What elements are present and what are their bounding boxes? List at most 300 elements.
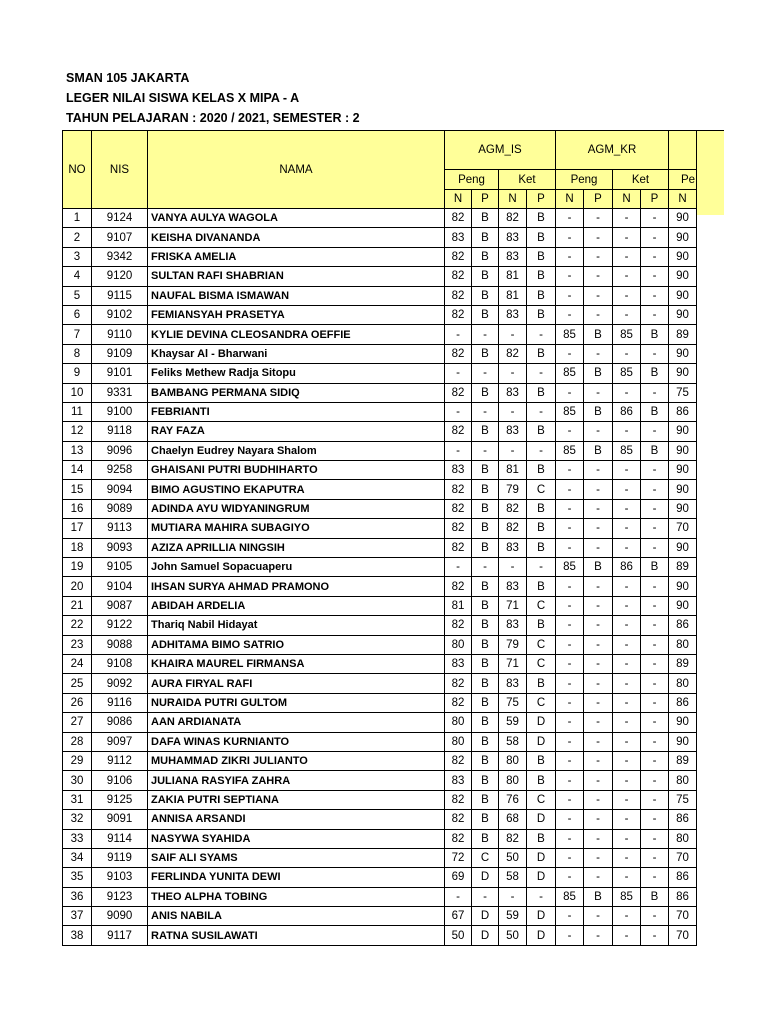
grade-cell: D (527, 732, 556, 751)
grade-cell: - (472, 364, 499, 383)
grade-cell: - (613, 267, 641, 286)
student-nis: 9094 (92, 480, 148, 499)
grade-cell: - (445, 402, 472, 421)
grade-cell: - (613, 228, 641, 247)
grade-cell: 81 (499, 267, 527, 286)
table-row (63, 829, 697, 848)
grade-cell: - (556, 693, 584, 712)
grade-cell: 85 (613, 441, 641, 460)
grade-cell: B (472, 383, 499, 402)
grade-cell: 90 (669, 499, 697, 518)
row-number: 5 (63, 286, 92, 305)
grade-cell: - (584, 247, 613, 266)
grade-cell: 67 (445, 907, 472, 926)
student-nis: 9109 (92, 344, 148, 363)
row-number: 12 (63, 422, 92, 441)
grade-cell: B (472, 790, 499, 809)
student-nis: 9120 (92, 267, 148, 286)
next-peng-header: Pe (669, 170, 697, 190)
n-header: N (613, 190, 641, 209)
grade-cell: - (527, 325, 556, 344)
row-number: 23 (63, 635, 92, 654)
grade-cell: 68 (499, 810, 527, 829)
grade-cell: B (527, 674, 556, 693)
grade-cell: - (641, 422, 669, 441)
grade-cell: - (641, 732, 669, 751)
grade-cell: - (584, 848, 613, 867)
grade-cell: B (527, 616, 556, 635)
student-nis: 9107 (92, 228, 148, 247)
grade-cell: 71 (499, 596, 527, 615)
student-nis: 9086 (92, 713, 148, 732)
grade-cell: - (556, 810, 584, 829)
grade-cell: B (641, 325, 669, 344)
grade-cell: B (472, 499, 499, 518)
grade-cell: - (613, 635, 641, 654)
grade-cell: - (584, 422, 613, 441)
grade-cell: 90 (669, 596, 697, 615)
grade-cell: 58 (499, 868, 527, 887)
student-nis: 9117 (92, 926, 148, 945)
student-nis: 9112 (92, 751, 148, 770)
grade-cell: 80 (669, 635, 697, 654)
grade-cell: B (527, 538, 556, 557)
grade-cell: - (556, 654, 584, 673)
grade-cell: - (445, 558, 472, 577)
grade-cell: - (613, 751, 641, 770)
grade-cell: - (556, 674, 584, 693)
grade-cell: 83 (445, 654, 472, 673)
student-name: JULIANA RASYIFA ZAHRA (148, 771, 445, 790)
grade-cell: - (641, 286, 669, 305)
academic-year: TAHUN PELAJARAN : 2020 / 2021, SEMESTER : 2 (66, 111, 360, 125)
student-nis: 9124 (92, 209, 148, 228)
agm-kr-ket-header: Ket (613, 170, 669, 190)
grade-cell: 83 (499, 228, 527, 247)
grade-cell: - (584, 790, 613, 809)
table-row (63, 616, 697, 635)
grade-cell: - (584, 771, 613, 790)
student-nis: 9110 (92, 325, 148, 344)
grade-cell: 82 (445, 790, 472, 809)
col-nama-header: NAMA (148, 131, 445, 209)
table-row (63, 674, 697, 693)
grade-cell: 82 (445, 616, 472, 635)
row-number: 26 (63, 693, 92, 712)
grade-cell: 80 (499, 771, 527, 790)
row-number: 6 (63, 305, 92, 324)
row-number: 35 (63, 868, 92, 887)
grade-cell: - (641, 771, 669, 790)
grade-cell: 82 (445, 422, 472, 441)
table-row (63, 635, 697, 654)
row-number: 21 (63, 596, 92, 615)
grade-cell: 82 (445, 247, 472, 266)
student-name: AURA FIRYAL RAFI (148, 674, 445, 693)
grade-cell: C (527, 635, 556, 654)
student-name: BAMBANG PERMANA SIDIQ (148, 383, 445, 402)
student-name: ADHITAMA BIMO SATRIO (148, 635, 445, 654)
grade-cell: - (584, 344, 613, 363)
grade-cell: - (556, 635, 584, 654)
table-row (63, 693, 697, 712)
student-nis: 9103 (92, 868, 148, 887)
student-name: SAIF ALI SYAMS (148, 848, 445, 867)
grade-cell: - (499, 325, 527, 344)
grade-cell: - (499, 364, 527, 383)
grade-cell: 82 (445, 751, 472, 770)
grade-cell: - (472, 402, 499, 421)
student-nis: 9118 (92, 422, 148, 441)
row-number: 14 (63, 461, 92, 480)
grade-cell: 86 (669, 887, 697, 906)
grade-cell: 71 (499, 654, 527, 673)
table-row (63, 325, 697, 344)
grade-cell: - (584, 538, 613, 557)
grade-cell: - (556, 868, 584, 887)
grade-cell: C (527, 596, 556, 615)
grade-cell: D (472, 868, 499, 887)
table-row (63, 771, 697, 790)
grade-cell: B (584, 364, 613, 383)
grade-cell: B (641, 441, 669, 460)
grades-table (62, 130, 697, 946)
grade-cell: - (556, 499, 584, 518)
table-row (63, 926, 697, 945)
n-header: N (499, 190, 527, 209)
row-number: 18 (63, 538, 92, 557)
grade-cell: B (527, 247, 556, 266)
student-name: Feliks Methew Radja Sitopu (148, 364, 445, 383)
student-nis: 9096 (92, 441, 148, 460)
student-nis: 9097 (92, 732, 148, 751)
grade-cell: B (472, 829, 499, 848)
grade-cell: B (641, 887, 669, 906)
grade-cell: - (584, 674, 613, 693)
grade-cell: 80 (445, 713, 472, 732)
grade-cell: 90 (669, 441, 697, 460)
grade-cell: C (527, 480, 556, 499)
grade-cell: - (584, 305, 613, 324)
grade-cell: 86 (613, 402, 641, 421)
table-row (63, 538, 697, 557)
student-name: NURAIDA PUTRI GULTOM (148, 693, 445, 712)
grade-cell: B (584, 887, 613, 906)
grade-cell: - (613, 247, 641, 266)
grade-cell: 70 (669, 519, 697, 538)
grade-cell: 82 (445, 480, 472, 499)
grade-cell: B (641, 402, 669, 421)
grade-cell: 69 (445, 868, 472, 887)
grade-cell: B (472, 635, 499, 654)
grade-cell: 90 (669, 305, 697, 324)
grade-cell: - (613, 499, 641, 518)
grade-cell: - (527, 364, 556, 383)
p-header: P (527, 190, 556, 209)
student-name: GHAISANI PUTRI BUDHIHARTO (148, 461, 445, 480)
grade-cell: - (584, 926, 613, 945)
grade-cell: 80 (669, 829, 697, 848)
grade-cell: 90 (669, 538, 697, 557)
grade-cell: - (584, 635, 613, 654)
row-number: 13 (63, 441, 92, 460)
grade-cell: - (613, 538, 641, 557)
grade-cell: B (527, 209, 556, 228)
grade-cell: 90 (669, 286, 697, 305)
header-extension (696, 130, 724, 215)
grade-cell: - (641, 926, 669, 945)
row-number: 24 (63, 654, 92, 673)
grade-cell: - (613, 654, 641, 673)
grade-cell: B (584, 441, 613, 460)
grade-cell: - (584, 267, 613, 286)
table-row (63, 422, 697, 441)
grade-cell: - (641, 868, 669, 887)
grade-cell: 90 (669, 577, 697, 596)
grade-cell: - (445, 887, 472, 906)
row-number: 31 (63, 790, 92, 809)
student-nis: 9114 (92, 829, 148, 848)
table-row (63, 383, 697, 402)
row-number: 15 (63, 480, 92, 499)
grade-cell: C (472, 848, 499, 867)
grade-cell: 90 (669, 247, 697, 266)
grade-cell: 82 (445, 499, 472, 518)
grade-cell: - (613, 790, 641, 809)
table-row (63, 558, 697, 577)
grade-cell: D (472, 926, 499, 945)
grade-cell: B (527, 519, 556, 538)
grade-cell: 90 (669, 267, 697, 286)
grade-cell: - (641, 209, 669, 228)
grade-cell: 89 (669, 325, 697, 344)
row-number: 29 (63, 751, 92, 770)
n-header: N (445, 190, 472, 209)
grade-cell: - (556, 480, 584, 499)
grade-cell: 81 (499, 286, 527, 305)
grade-cell: - (641, 829, 669, 848)
grade-cell: - (584, 596, 613, 615)
grade-cell: B (472, 674, 499, 693)
grade-cell: - (584, 228, 613, 247)
agm-is-header: AGM_IS (445, 131, 556, 170)
grade-cell: 80 (669, 674, 697, 693)
grade-cell: B (472, 519, 499, 538)
table-row (63, 907, 697, 926)
grade-cell: - (641, 247, 669, 266)
grade-cell: - (641, 616, 669, 635)
grade-cell: - (556, 829, 584, 848)
school-name: SMAN 105 JAKARTA (66, 71, 190, 85)
grade-cell: - (556, 538, 584, 557)
grade-cell: - (584, 907, 613, 926)
table-row (63, 732, 697, 751)
student-name: John Samuel Sopacuaperu (148, 558, 445, 577)
col-nis-header: NIS (92, 131, 148, 209)
grade-cell: B (527, 751, 556, 770)
student-name: FRISKA AMELIA (148, 247, 445, 266)
student-nis: 9105 (92, 558, 148, 577)
grade-cell: - (556, 907, 584, 926)
grades-table-body (63, 209, 697, 946)
table-row (63, 713, 697, 732)
table-row (63, 286, 697, 305)
grade-cell: D (472, 907, 499, 926)
grade-cell: 81 (499, 461, 527, 480)
grade-cell: - (641, 461, 669, 480)
grade-cell: 50 (499, 926, 527, 945)
table-row (63, 790, 697, 809)
grade-cell: 82 (445, 674, 472, 693)
grade-cell: - (556, 790, 584, 809)
student-name: KYLIE DEVINA CLEOSANDRA OEFFIE (148, 325, 445, 344)
student-nis: 9125 (92, 790, 148, 809)
grade-cell: - (641, 267, 669, 286)
row-number: 8 (63, 344, 92, 363)
grade-cell: B (472, 538, 499, 557)
student-nis: 9258 (92, 461, 148, 480)
grade-cell: - (445, 364, 472, 383)
grade-cell: - (584, 616, 613, 635)
student-name: ZAKIA PUTRI SEPTIANA (148, 790, 445, 809)
row-number: 3 (63, 247, 92, 266)
grade-cell: 82 (499, 209, 527, 228)
student-nis: 9091 (92, 810, 148, 829)
grade-cell: C (527, 654, 556, 673)
table-row (63, 519, 697, 538)
grade-cell: B (472, 693, 499, 712)
grade-cell: 82 (445, 693, 472, 712)
grade-cell: - (584, 519, 613, 538)
grade-cell: - (613, 848, 641, 867)
grade-cell: 89 (669, 654, 697, 673)
grade-cell: 82 (499, 829, 527, 848)
grade-cell: - (613, 596, 641, 615)
grade-cell: D (527, 907, 556, 926)
grade-cell: B (641, 364, 669, 383)
grade-cell: B (527, 286, 556, 305)
grade-cell: B (527, 577, 556, 596)
grade-cell: - (556, 422, 584, 441)
grade-cell: B (472, 209, 499, 228)
grade-cell: - (641, 383, 669, 402)
table-row (63, 344, 697, 363)
grade-cell: 86 (669, 693, 697, 712)
next-subject-header (669, 131, 697, 170)
grade-cell: 75 (669, 383, 697, 402)
grade-cell: - (613, 907, 641, 926)
grade-cell: B (527, 499, 556, 518)
grade-cell: 82 (499, 499, 527, 518)
student-nis: 9331 (92, 383, 148, 402)
student-name: FERLINDA YUNITA DEWI (148, 868, 445, 887)
table-row (63, 751, 697, 770)
student-name: NASYWA SYAHIDA (148, 829, 445, 848)
grade-cell: - (556, 305, 584, 324)
grade-cell: 90 (669, 228, 697, 247)
grade-cell: 83 (445, 461, 472, 480)
grade-cell: - (584, 383, 613, 402)
grade-cell: - (556, 732, 584, 751)
grade-cell: 82 (445, 810, 472, 829)
grade-cell: 90 (669, 209, 697, 228)
row-number: 30 (63, 771, 92, 790)
student-nis: 9100 (92, 402, 148, 421)
grade-cell: - (556, 596, 584, 615)
grade-cell: 50 (499, 848, 527, 867)
grade-cell: - (584, 829, 613, 848)
agm-kr-header: AGM_KR (556, 131, 669, 170)
grade-cell: - (584, 693, 613, 712)
grade-cell: - (641, 538, 669, 557)
grade-cell: - (641, 654, 669, 673)
n-header: N (556, 190, 584, 209)
table-row (63, 402, 697, 421)
grade-cell: - (613, 286, 641, 305)
row-number: 25 (63, 674, 92, 693)
table-row (63, 480, 697, 499)
student-name: Chaelyn Eudrey Nayara Shalom (148, 441, 445, 460)
grade-cell: D (527, 848, 556, 867)
student-name: RAY FAZA (148, 422, 445, 441)
grade-cell: B (641, 558, 669, 577)
grade-cell: - (641, 305, 669, 324)
student-name: AAN ARDIANATA (148, 713, 445, 732)
grade-cell: 82 (445, 577, 472, 596)
grade-cell: - (584, 461, 613, 480)
grade-cell: - (584, 499, 613, 518)
grade-cell: - (445, 325, 472, 344)
agm-kr-peng-header: Peng (556, 170, 613, 190)
agm-is-ket-header: Ket (499, 170, 556, 190)
grade-cell: - (556, 848, 584, 867)
student-name: ABIDAH ARDELIA (148, 596, 445, 615)
grade-cell: - (584, 654, 613, 673)
grade-cell: - (641, 907, 669, 926)
grade-cell: - (556, 713, 584, 732)
grade-cell: 76 (499, 790, 527, 809)
grade-cell: B (472, 732, 499, 751)
student-nis: 9119 (92, 848, 148, 867)
grade-cell: B (472, 247, 499, 266)
table-row (63, 654, 697, 673)
grade-cell: 85 (556, 558, 584, 577)
grade-cell: - (584, 751, 613, 770)
student-nis: 9123 (92, 887, 148, 906)
grade-cell: 58 (499, 732, 527, 751)
grade-cell: - (613, 480, 641, 499)
grade-cell: - (641, 674, 669, 693)
grade-cell: - (556, 771, 584, 790)
student-nis: 9342 (92, 247, 148, 266)
document-header (66, 68, 360, 128)
grade-cell: - (556, 209, 584, 228)
grade-cell: 80 (445, 732, 472, 751)
grade-cell: - (556, 344, 584, 363)
table-row (63, 499, 697, 518)
grade-cell: 82 (445, 519, 472, 538)
grade-cell: D (527, 810, 556, 829)
table-row (63, 267, 697, 286)
grade-cell: 90 (669, 344, 697, 363)
grade-cell: B (472, 267, 499, 286)
grade-cell: 90 (669, 732, 697, 751)
col-no-header: NO (63, 131, 92, 209)
grade-cell: - (613, 674, 641, 693)
grade-cell: 82 (499, 344, 527, 363)
grade-cell: 80 (669, 771, 697, 790)
row-number: 28 (63, 732, 92, 751)
